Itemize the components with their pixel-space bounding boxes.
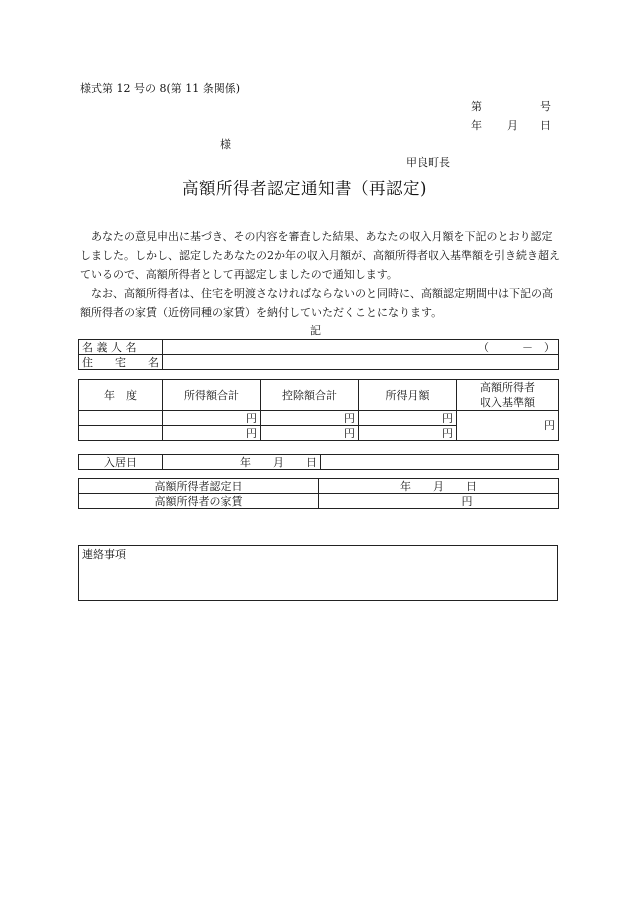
number-prefix: 第 bbox=[471, 100, 482, 113]
paragraph-2: なお、高額所得者は、住宅を明渡さなければならないのと同時に、高額認定期間中は下記の高額所得者の家賃（近傍同種の家賃）を納付していただくことになります。 bbox=[80, 287, 553, 319]
income-total-cell[interactable]: 円 bbox=[163, 426, 261, 441]
address-cell[interactable] bbox=[163, 355, 559, 370]
document-title: 高額所得者認定通知書（再認定) bbox=[182, 179, 427, 198]
paragraph-1: あなたの意見申出に基づき、その内容を審査した結果、あなたの収入月額を下記のとおり認定しました。しかし、認定したあなたの2か年の収入月額が、高額所得者収入基準額を引き続き超えているので、高額所得者として再認定しましたので通知します。 bbox=[80, 230, 560, 281]
form-number: 様式第 12 号の 8(第 11 条関係) bbox=[80, 82, 241, 95]
deduction-total-cell[interactable]: 円 bbox=[261, 411, 359, 426]
table-row bbox=[79, 411, 559, 426]
issuer: 甲良町長 bbox=[406, 156, 450, 169]
rent-value[interactable]: 円 bbox=[319, 494, 559, 509]
income-table bbox=[78, 379, 559, 441]
body-text bbox=[80, 227, 560, 322]
rent-label: 高額所得者の家賃 bbox=[79, 494, 319, 509]
header-deduction-total: 控除額合計 bbox=[261, 380, 359, 411]
deduction-total-cell[interactable]: 円 bbox=[261, 426, 359, 441]
move-in-date[interactable]: 年 月 日 bbox=[163, 455, 321, 470]
year-cell[interactable] bbox=[79, 426, 163, 441]
income-standard-cell[interactable]: 円 bbox=[457, 411, 559, 441]
cert-date-label: 高額所得者認定日 bbox=[79, 479, 319, 494]
year-cell[interactable] bbox=[79, 411, 163, 426]
address-label: 住 宅 名 bbox=[79, 355, 163, 370]
header-income-total: 所得額合計 bbox=[163, 380, 261, 411]
addressee-suffix: 様 bbox=[220, 138, 231, 151]
header-income-standard bbox=[457, 380, 559, 411]
monthly-income-cell[interactable]: 円 bbox=[359, 426, 457, 441]
memo-box[interactable] bbox=[78, 545, 558, 601]
name-cell[interactable] bbox=[163, 340, 559, 355]
memo-label: 連絡事項 bbox=[82, 548, 126, 561]
cert-table bbox=[78, 478, 559, 509]
monthly-income-cell[interactable]: 円 bbox=[359, 411, 457, 426]
income-total-cell[interactable]: 円 bbox=[163, 411, 261, 426]
cert-date-value[interactable]: 年 月 日 bbox=[319, 479, 559, 494]
move-in-label: 入居日 bbox=[79, 455, 163, 470]
move-in-blank bbox=[321, 455, 559, 470]
header-year: 年 度 bbox=[79, 380, 163, 411]
ki-label: 記 bbox=[310, 324, 321, 337]
number-suffix: 号 bbox=[540, 100, 551, 113]
header-standard-line2: 収入基準額 bbox=[480, 396, 535, 409]
name-label: 名 義 人 名 bbox=[79, 340, 163, 355]
header-standard-line1: 高額所得者 bbox=[480, 381, 535, 394]
date-month: 月 bbox=[507, 119, 518, 132]
phone-placeholder: （ － ） bbox=[478, 340, 555, 354]
move-in-table bbox=[78, 454, 559, 470]
date-day: 日 bbox=[540, 119, 551, 132]
header-monthly-income: 所得月額 bbox=[359, 380, 457, 411]
date-year: 年 bbox=[471, 119, 482, 132]
person-table bbox=[78, 339, 559, 370]
